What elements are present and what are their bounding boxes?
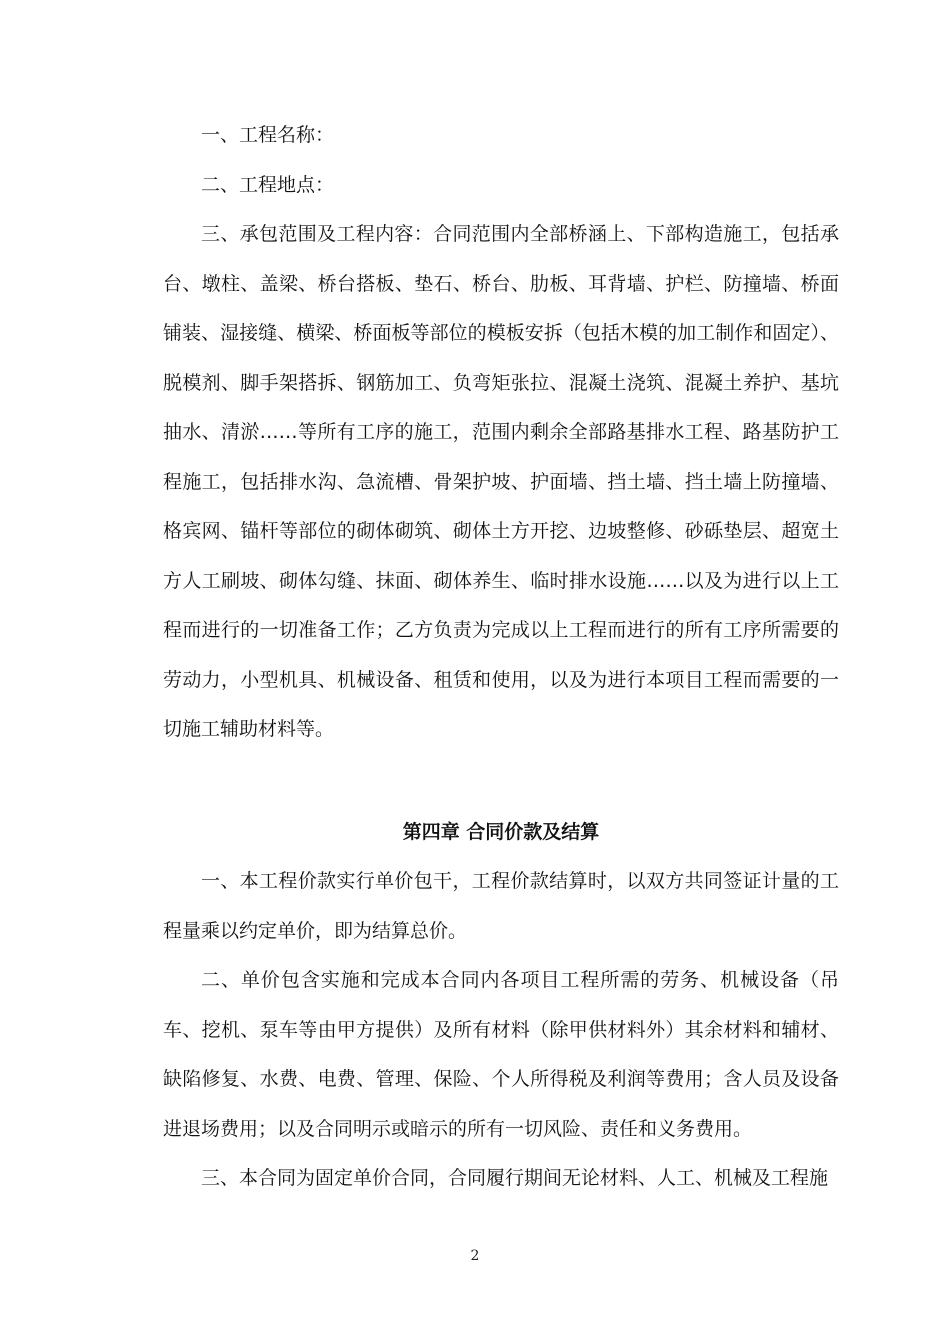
price-clause-3: 三、本合同为固定单价合同，合同履行期间无论材料、人工、机械及工程施 xyxy=(201,1167,829,1189)
project-name-line: 一、工程名称： xyxy=(201,124,335,146)
contract-scope-paragraph: 三、承包范围及工程内容：合同范围内全部桥涵上、下部构造施工，包括承台、墩柱、盖梁、桥台搭板、垫石、桥台、肋板、耳背墙、护栏、防撞墙、桥面铺装、湿接缝、横梁、桥面板等部位的模板安拆（包括木模的加工制作和固定）、脱模剂、脚手架搭拆、钢筋加工、负弯矩张拉、混凝土浇筑、混凝土养护、基坑抽水、清淤……等所有工序的施工，范围内剩余全部路基排水工程、路基防护工程施工，包括排水沟、急流槽、骨架护坡、护面墙、挡土墙、挡土墙上防撞墙、格宾网、锚杆等部位的砌体砌筑、砌体土方开挖、边坡整修、砂砾垫层、超宽土方人工刷坡、砌体勾缝、抹面、砌体养生、临时排水设施……以及为进行以上工程而进行的一切准备工作；乙方负责为完成以上工程而进行的所有工序所需要的劳动力，小型机具、机械设备、租赁和使用，以及为进行本项目工程而需要的一切施工辅助材料等。 xyxy=(163,223,839,740)
project-location-line: 二、工程地点： xyxy=(201,173,335,196)
page-number: 2 xyxy=(470,1248,480,1264)
chapter-heading: 第四章 合同价款及结算 xyxy=(402,821,600,843)
price-clause-1: 一、本工程价款实行单价包干，工程价款结算时，以双方共同签证计量的工程量乘以约定单价，即为结算总价。 xyxy=(163,870,839,942)
price-settlement-section xyxy=(163,857,839,1204)
price-clause-2: 二、单价包含实施和完成本合同内各项目工程所需的劳务、机械设备（吊车、挖机、泵车等由甲方提供）及所有材料（除甲供材料外）其余材料和辅材、缺陷修复、水费、电费、管理、保险、个人所得税及利润等费用；含人员及设备进退场费用；以及合同明示或暗示的所有一切风险、责任和义务费用。 xyxy=(163,969,839,1140)
scope-section xyxy=(163,111,839,755)
